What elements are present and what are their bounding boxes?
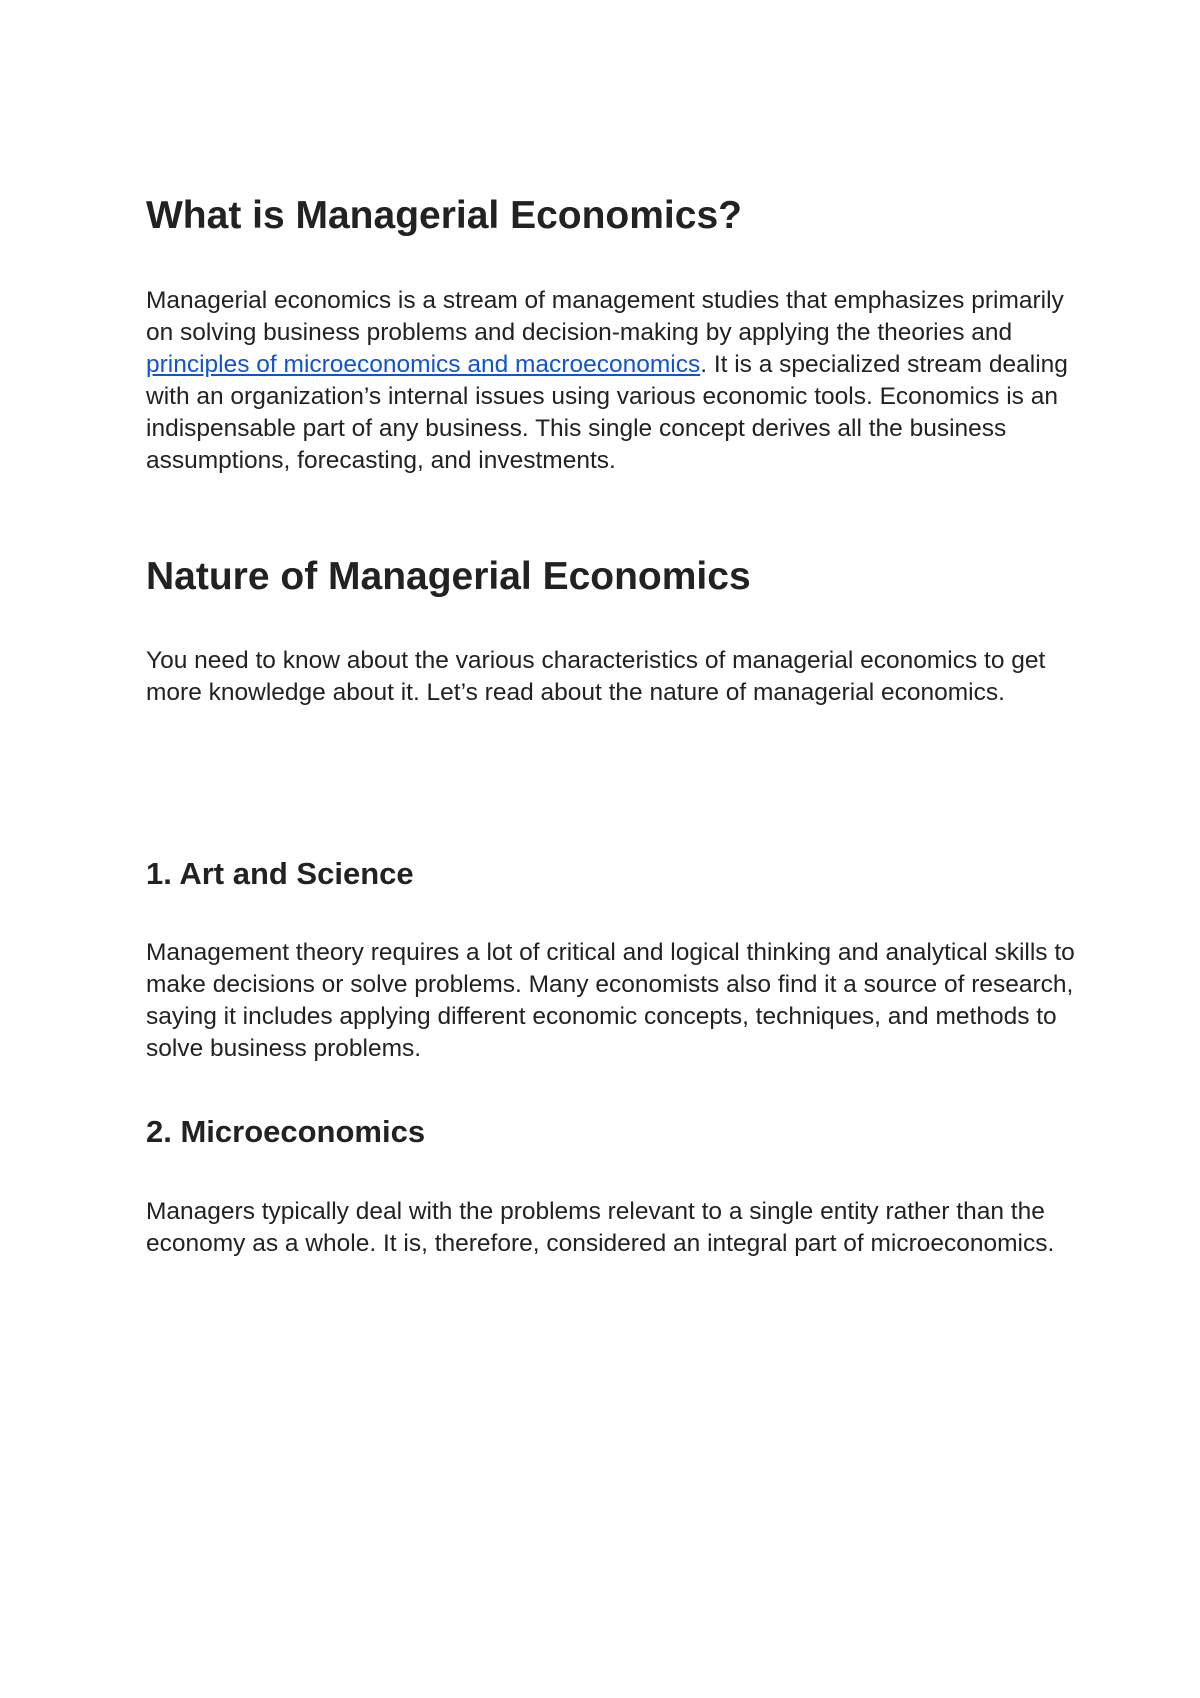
intro-paragraph [146,285,1076,477]
heading-art-and-science: 1. Art and Science [146,856,414,891]
heading-microeconomics: 2. Microeconomics [146,1114,426,1149]
heading-nature-of-managerial-economics: Nature of Managerial Economics [146,555,751,598]
nature-paragraph: You need to know about the various characteristics of managerial economics to get more knowledge about it. Let’s read about the nature of managerial economics. [146,647,1046,706]
art-science-paragraph: Management theory requires a lot of critical and logical thinking and analytical skills to make decisions or solve problems. Many economists also find it a source of research, saying it includes applying different economic concepts, techniques, and methods to solve business problems. [146,939,1075,1062]
intro-text-before-link: Managerial economics is a stream of management studies that emphasizes primarily on solving business problems and decision-making by applying the theories and [146,287,1064,346]
intro-text-after-link: . It is a specialized stream dealing with an organization’s internal issues using various economic tools. Economics is an indispensable part of any business. This single concept derives all the business assumptions, forecasting, and investments. [146,351,1068,474]
principles-link[interactable]: principles of microeconomics and macroeconomics [146,351,701,378]
microeconomics-paragraph: Managers typically deal with the problems relevant to a single entity rather than the economy as a whole. It is, therefore, considered an integral part of microeconomics. [146,1198,1055,1257]
heading-what-is-managerial-economics: What is Managerial Economics? [146,194,742,237]
